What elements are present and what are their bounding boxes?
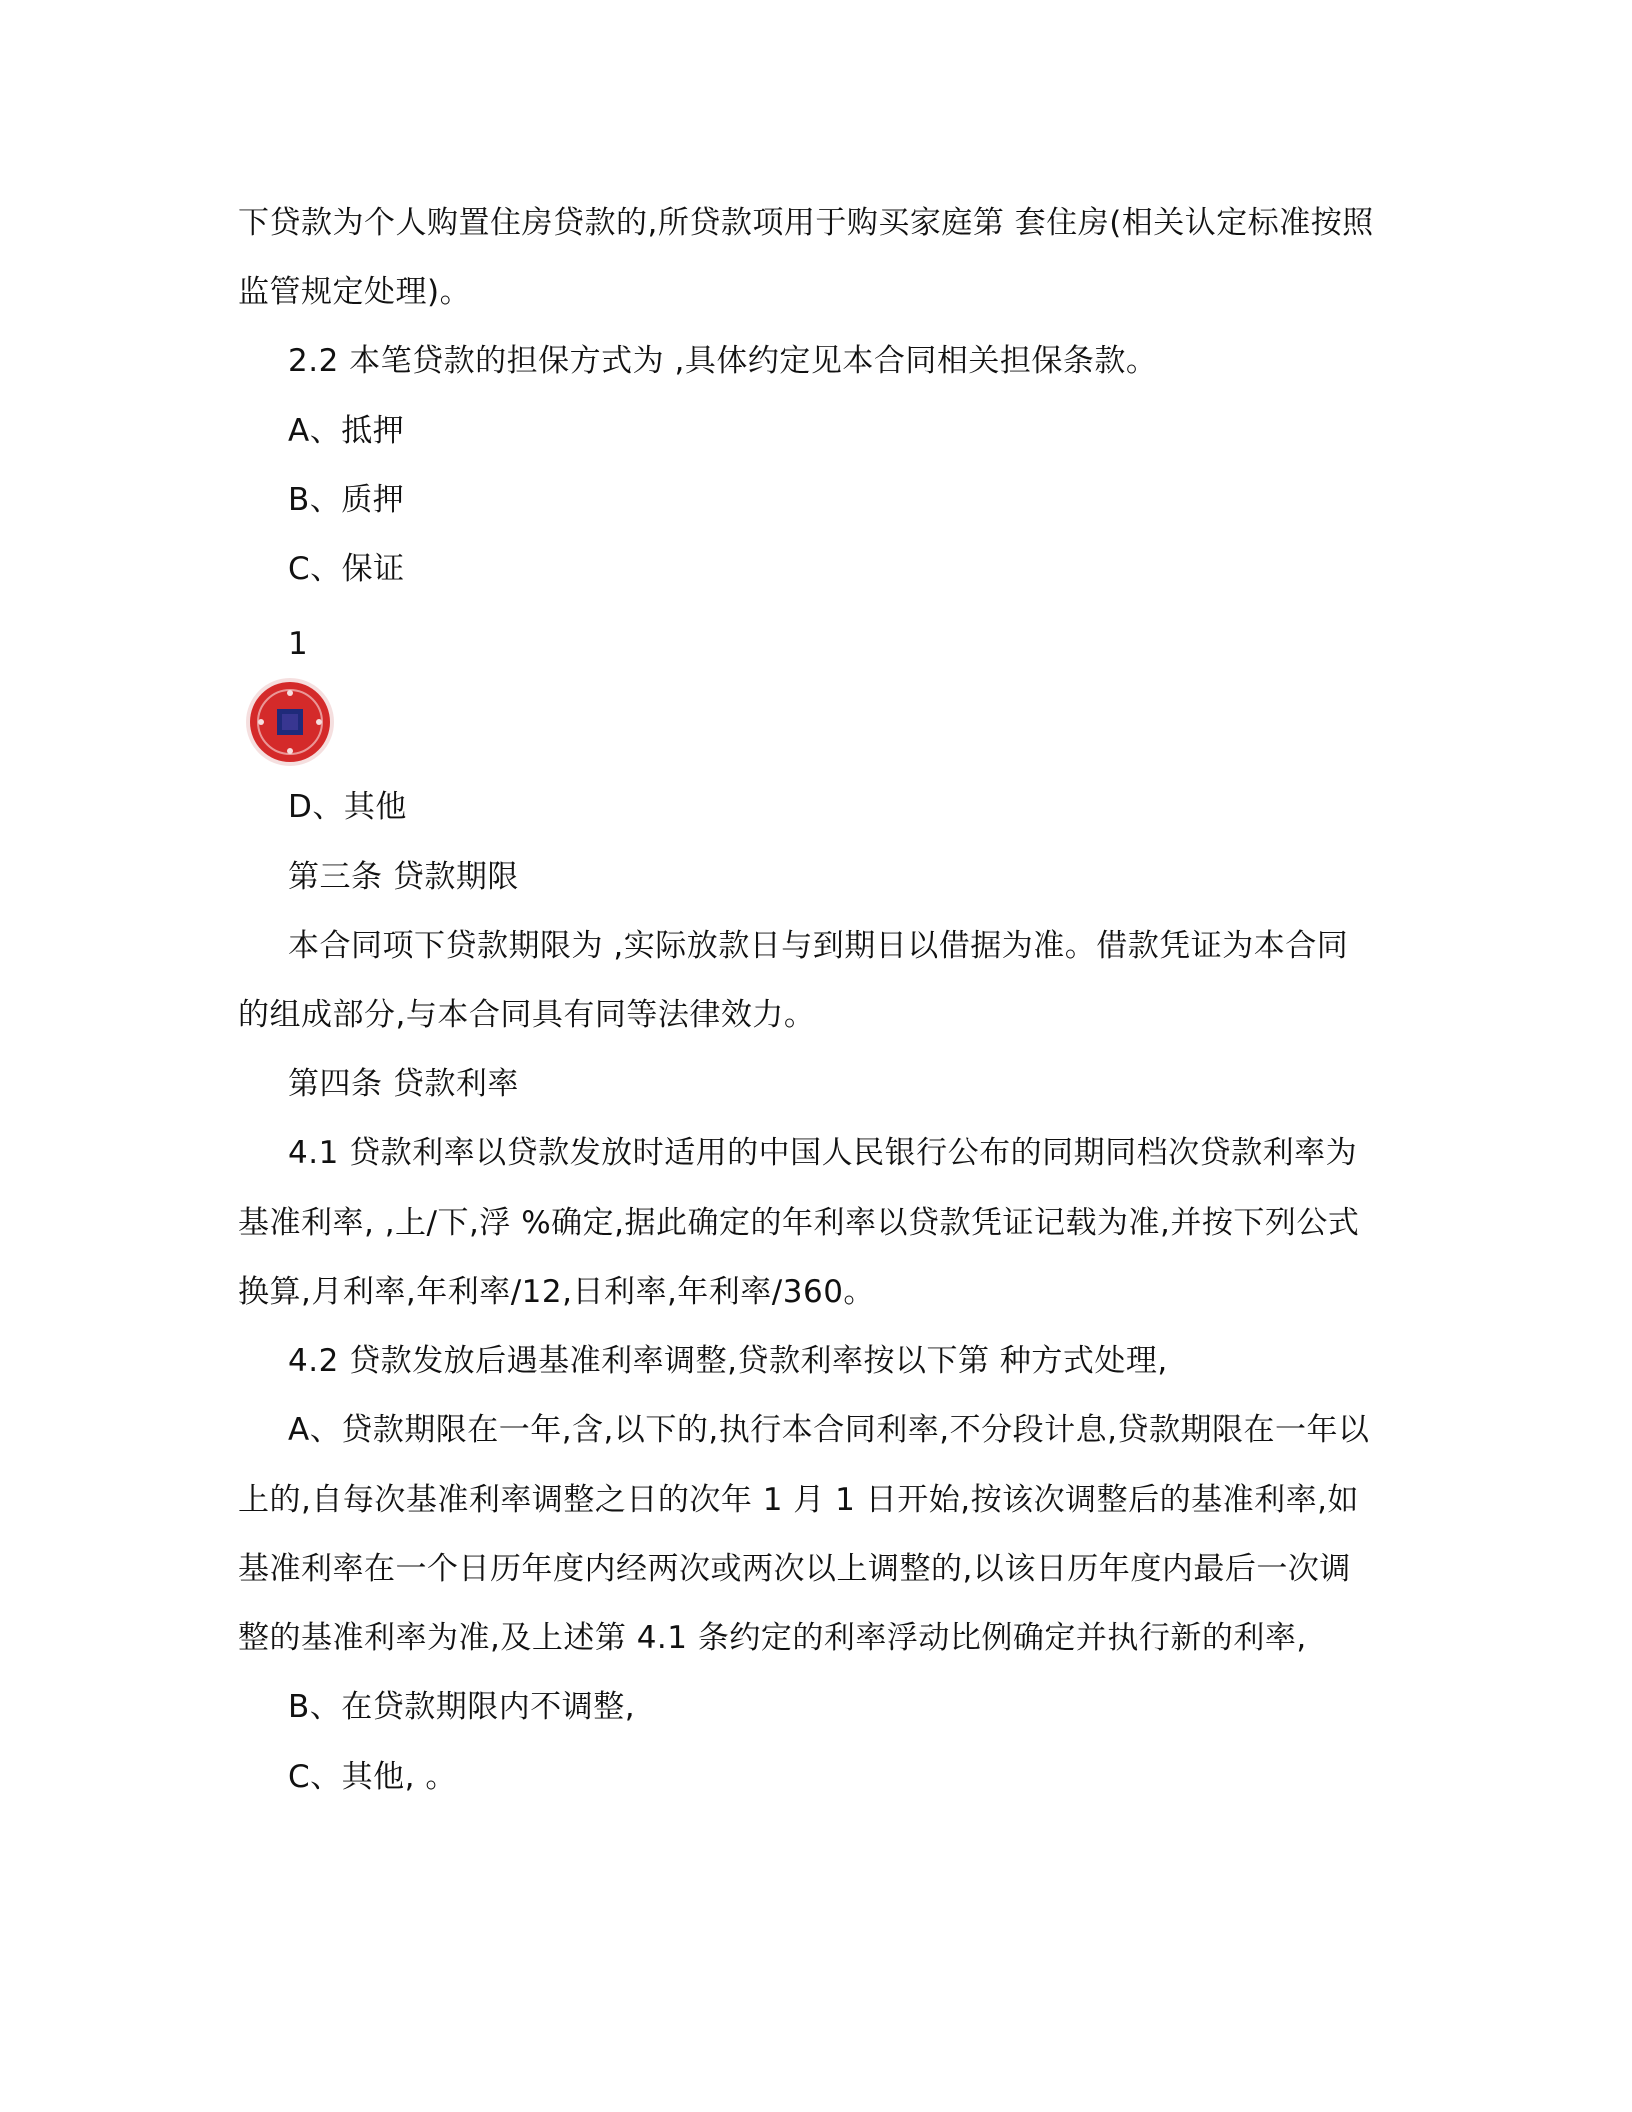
paragraph-line: 的组成部分,与本合同具有同等法律效力。 [238,997,816,1033]
page-number: 1 [288,626,309,662]
paragraph-line: 上的,自每次基准利率调整之日的次年 1 月 1 日开始,按该次调整后的基准利率,如 [238,1482,1359,1518]
paragraph-line: 整的基准利率为准,及上述第 4.1 条约定的利率浮动比例确定并执行新的利率, [238,1620,1307,1656]
option-a-mortgage: A、抵押 [288,413,405,449]
option-a-line: A、贷款期限在一年,含,以下的,执行本合同利率,不分段计息,贷款期限在一年以 [288,1412,1370,1448]
clause-4-2-line: 4.2 贷款发放后遇基准利率调整,贷款利率按以下第 种方式处理, [288,1343,1168,1379]
clause-2-2-line: 2.2 本笔贷款的担保方式为 ,具体约定见本合同相关担保条款。 [288,343,1158,379]
paragraph-line: 基准利率在一个日历年度内经两次或两次以上调整的,以该日历年度内最后一次调 [238,1551,1351,1587]
paragraph-line: 基准利率, ,上/下,浮 %确定,据此确定的年利率以贷款凭证记载为准,并按下列公式 [238,1205,1360,1241]
paragraph-line: 换算,月利率,年利率/12,日利率,年利率/360。 [238,1274,875,1310]
option-c-line: C、其他, 。 [288,1759,457,1795]
option-c-guarantee: C、保证 [288,551,405,587]
section-heading: 第四条 贷款利率 [288,1066,519,1102]
section-heading: 第三条 贷款期限 [288,859,519,895]
clause-4-1-line: 4.1 贷款利率以贷款发放时适用的中国人民银行公布的同期同档次贷款利率为 [288,1135,1358,1171]
paragraph-line: 本合同项下贷款期限为 ,实际放款日与到期日以借据为准。借款凭证为本合同 [288,928,1349,964]
option-b-line: B、在贷款期限内不调整, [288,1689,636,1725]
red-round-seal-icon [244,676,336,768]
option-b-pledge: B、质押 [288,482,405,518]
paragraph-line: 下贷款为个人购置住房贷款的,所贷款项用于购买家庭第 套住房(相关认定标准按照 [238,205,1374,241]
paragraph-line: 监管规定处理)。 [238,274,472,310]
option-d-other: D、其他 [288,789,407,825]
